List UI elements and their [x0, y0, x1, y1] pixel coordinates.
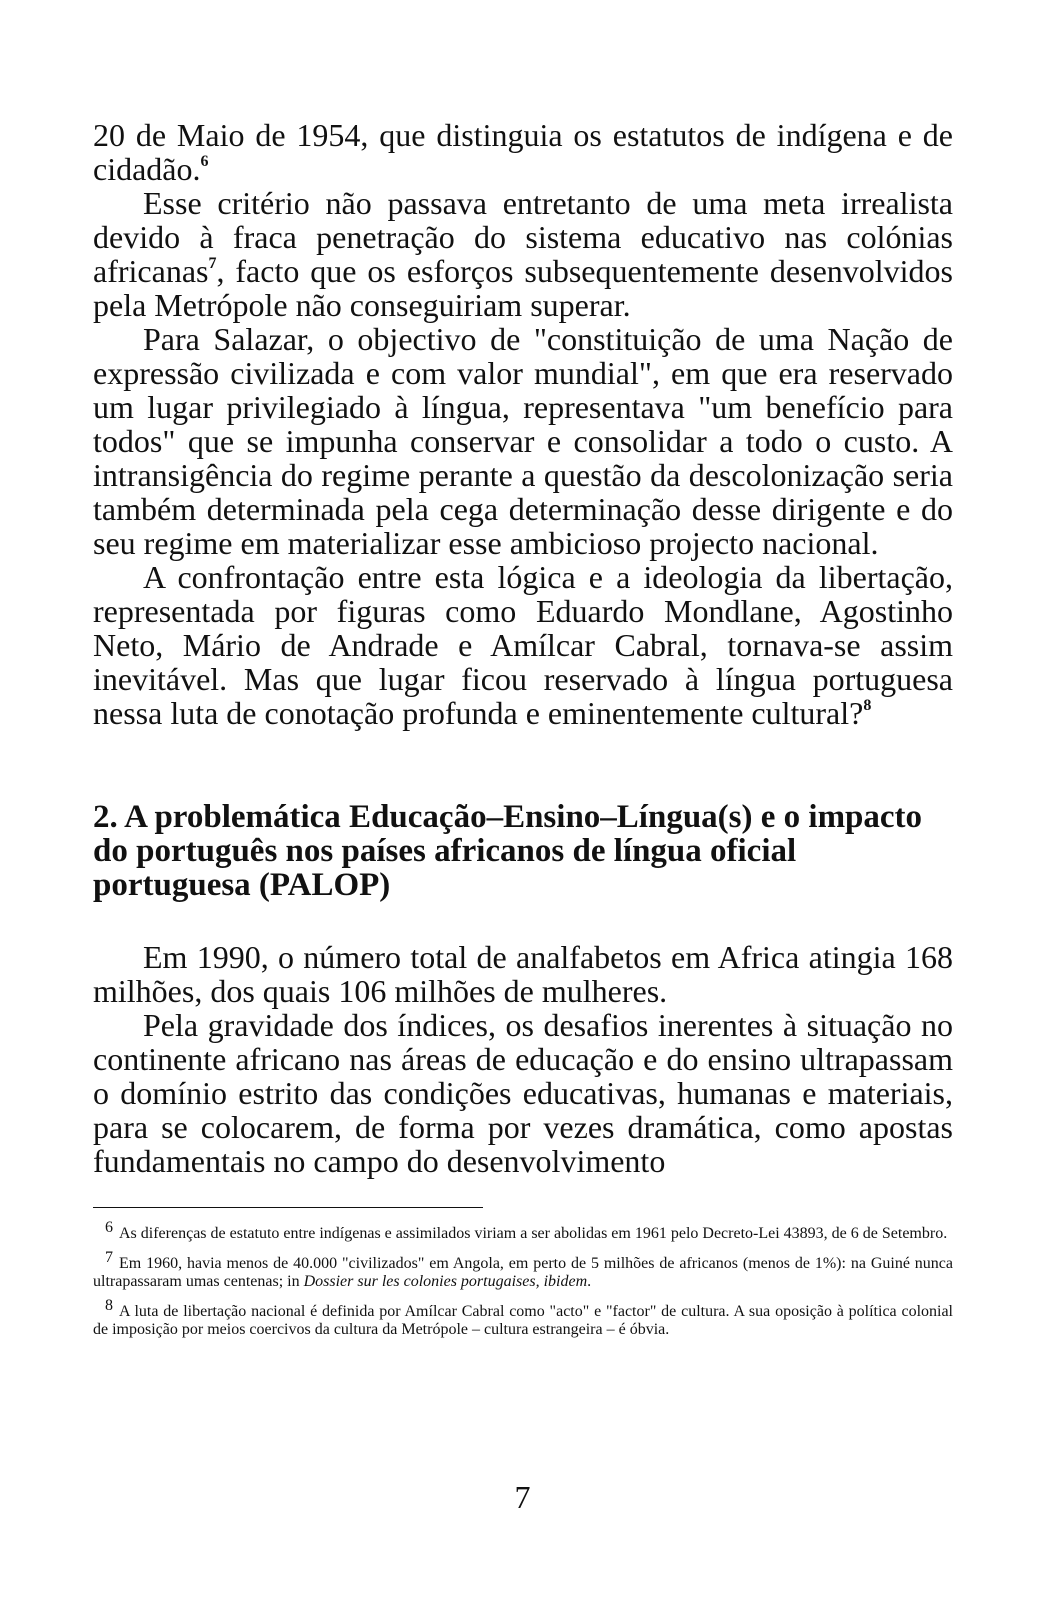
footnote-text-end: .: [587, 1273, 592, 1290]
paragraph: Em 1990, o número total de analfabetos em Africa atingia 168 milhões, dos quais 106 milhões de mulheres.: [93, 939, 953, 1009]
paragraph: [93, 322, 953, 560]
footnote: [93, 1219, 953, 1243]
paragraph: [93, 560, 953, 730]
footnote-number: 8: [105, 1297, 113, 1314]
paragraph-text: 20 de Maio de 1954, que distinguia os estatutos de indígena e de cidadão.: [93, 117, 953, 187]
section-body: [93, 940, 953, 1178]
paragraph-text: Para Salazar, o objectivo de "constituição de uma Nação de expressão civilizada e com valor mundial", em que era reservado um lugar privilegiado à língua, representava "um benefício para todos" que se impunha conservar e consolidar a todo o custo. A intransigência do regime perante a questão da descolonização seria também determinada pela cega determinação desse dirigente e do seu regime em materializar esse ambicioso projecto nacional.: [93, 321, 953, 561]
footnote: [93, 1249, 953, 1291]
paragraph: [93, 118, 953, 186]
section-heading: 2. A problemática Educação–Ensino–Língua(s) e o impacto do português nos países africanos de língua oficial portuguesa (PALOP): [93, 799, 923, 903]
footnote-reference: 7: [208, 255, 217, 272]
footnote-text: A luta de libertação nacional é definida por Amílcar Cabral como "acto" e "factor" de cultura. A sua oposição à política colonial de imposição por meios coercivos da cultura da Metrópole – cultura estrangeira – é óbvia.: [93, 1303, 953, 1338]
footnote-text: Em 1960, havia menos de 40.000 "civilizados" em Angola, em perto de 5 milhões de africanos (menos de 1%): na Guiné nunca ultrapassaram umas centenas; in: [93, 1255, 953, 1290]
paragraph-text: Esse critério não passava entretanto de uma meta irrealista devido à fraca penetração do sistema educativo nas colónias africanas: [93, 185, 953, 289]
paragraph-text: A confrontação entre esta lógica e a ideologia da libertação, representada por figuras como Eduardo Mondlane, Agostinho Neto, Mário de Andrade e Amílcar Cabral, tornava-se assim inevitável. Mas que lugar ficou reservado à língua portuguesa nessa luta de conotação profunda e eminentemente cultural?: [93, 559, 953, 731]
paragraph: [93, 186, 953, 322]
footnote-number: 6: [105, 1219, 113, 1236]
footnote-number: 7: [105, 1249, 113, 1266]
footnote: [93, 1297, 953, 1339]
footnotes: [93, 1219, 953, 1345]
body-text: [93, 118, 953, 730]
footnote-citation: Dossier sur les colonies portugaises, ibidem: [303, 1273, 588, 1290]
page-content: [93, 118, 953, 1178]
footnote-text: As diferenças de estatuto entre indígenas e assimilados viriam a ser abolidas em 1961 pelo Decreto-Lei 43893, de 6 de Setembro.: [119, 1225, 948, 1242]
page-number: 7: [514, 1479, 531, 1515]
footnote-reference: 8: [863, 697, 872, 714]
footnote-reference: 6: [200, 153, 209, 170]
paragraph: Pela gravidade dos índices, os desafios inerentes à situação no continente africano nas áreas de educação e do ensino ultrapassam o domínio estrito das condições educativas, humanas e materiais, para se colocarem, de forma por vezes dramática, como apostas fundamentais no campo do desenvolvimento: [93, 1007, 953, 1179]
paragraph-text: , facto que os esforços subsequentemente desenvolvidos pela Metrópole não conseguiriam superar.: [93, 253, 953, 323]
footnote-divider: [93, 1207, 483, 1208]
